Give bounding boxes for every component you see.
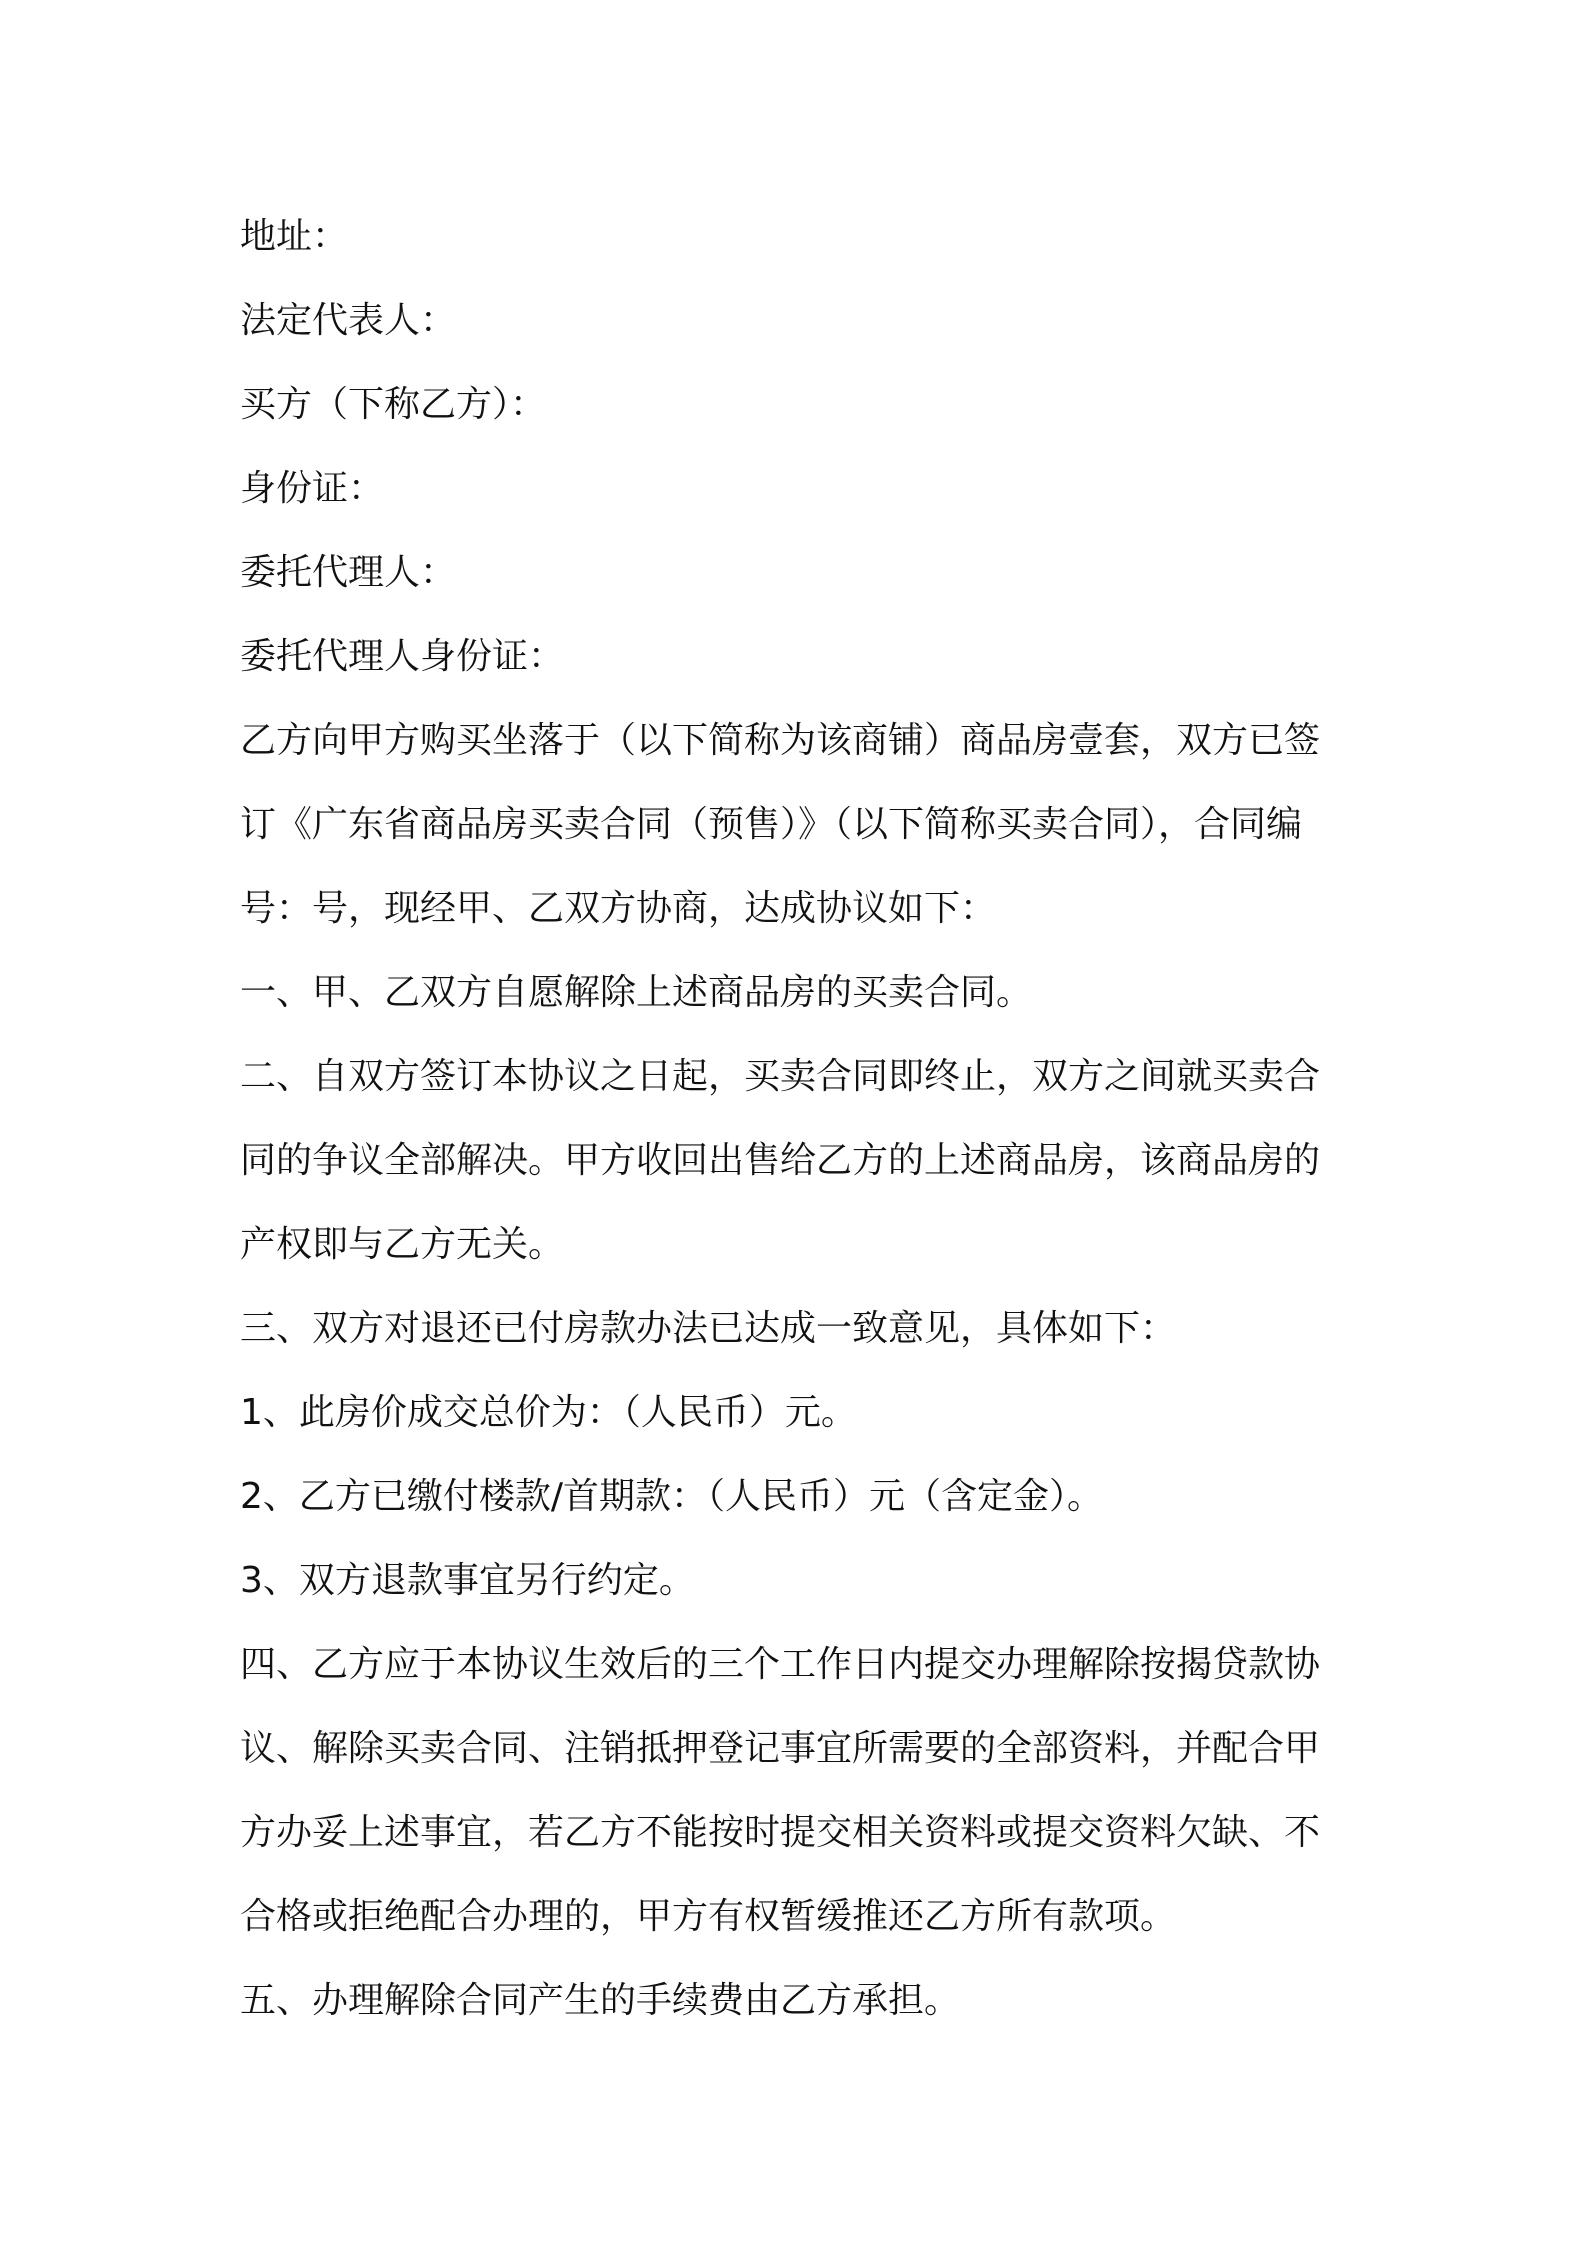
paragraph-preamble	[240, 699, 1355, 951]
field-agent-id-card	[240, 615, 1355, 699]
text-line: 法定代表人：	[240, 300, 457, 341]
field-agent	[240, 531, 1355, 615]
text-line: 买方（下称乙方）：	[240, 384, 547, 425]
text-line: 五、办理解除合同产生的手续费由乙方承担。	[240, 1980, 961, 2021]
text-line: 号：号，现经甲、乙双方协商，达成协议如下：	[240, 888, 997, 929]
text-line: 身份证：	[240, 468, 385, 509]
clause-3	[240, 1287, 1355, 1371]
text-line: 合格或拒绝配合办理的，甲方有权暂缓推还乙方所有款项。	[240, 1896, 1177, 1937]
text-line: 二、自双方签订本协议之日起，买卖合同即终止，双方之间就买卖合	[240, 1056, 1321, 1097]
clause-1	[240, 951, 1355, 1035]
text-line: 2、乙方已缴付楼款/首期款：（人民币）元（含定金）。	[240, 1476, 1104, 1517]
field-buyer	[240, 363, 1355, 447]
field-legal-representative	[240, 279, 1355, 363]
document-body	[240, 195, 1355, 2043]
clause-3-item-1	[240, 1371, 1355, 1455]
text-line: 乙方向甲方购买坐落于（以下简称为该商铺）商品房壹套，双方已签	[240, 720, 1321, 761]
text-line: 订《广东省商品房买卖合同（预售）》（以下简称买卖合同），合同编	[240, 804, 1303, 845]
text-line: 委托代理人：	[240, 552, 457, 593]
field-address	[240, 195, 1355, 279]
text-line: 同的争议全部解决。甲方收回出售给乙方的上述商品房，该商品房的	[240, 1140, 1321, 1181]
text-line: 3、双方退款事宜另行约定。	[240, 1560, 695, 1601]
text-line: 四、乙方应于本协议生效后的三个工作日内提交办理解除按揭贷款协	[240, 1644, 1321, 1685]
clause-3-item-3	[240, 1539, 1355, 1623]
text-line: 委托代理人身份证：	[240, 636, 565, 677]
text-line: 议、解除买卖合同、注销抵押登记事宜所需要的全部资料，并配合甲	[240, 1728, 1321, 1769]
text-line: 三、双方对退还已付房款办法已达成一致意见，具体如下：	[240, 1308, 1177, 1349]
clause-2	[240, 1035, 1355, 1287]
field-id-card	[240, 447, 1355, 531]
text-line: 地址：	[240, 216, 349, 257]
clause-5	[240, 1959, 1355, 2043]
text-line: 方办妥上述事宜，若乙方不能按时提交相关资料或提交资料欠缺、不	[240, 1812, 1321, 1853]
text-line: 1、此房价成交总价为：（人民币）元。	[240, 1392, 857, 1433]
clause-4	[240, 1623, 1355, 1959]
text-line: 产权即与乙方无关。	[240, 1224, 565, 1265]
clause-3-item-2	[240, 1455, 1355, 1539]
text-line: 一、甲、乙双方自愿解除上述商品房的买卖合同。	[240, 972, 1033, 1013]
